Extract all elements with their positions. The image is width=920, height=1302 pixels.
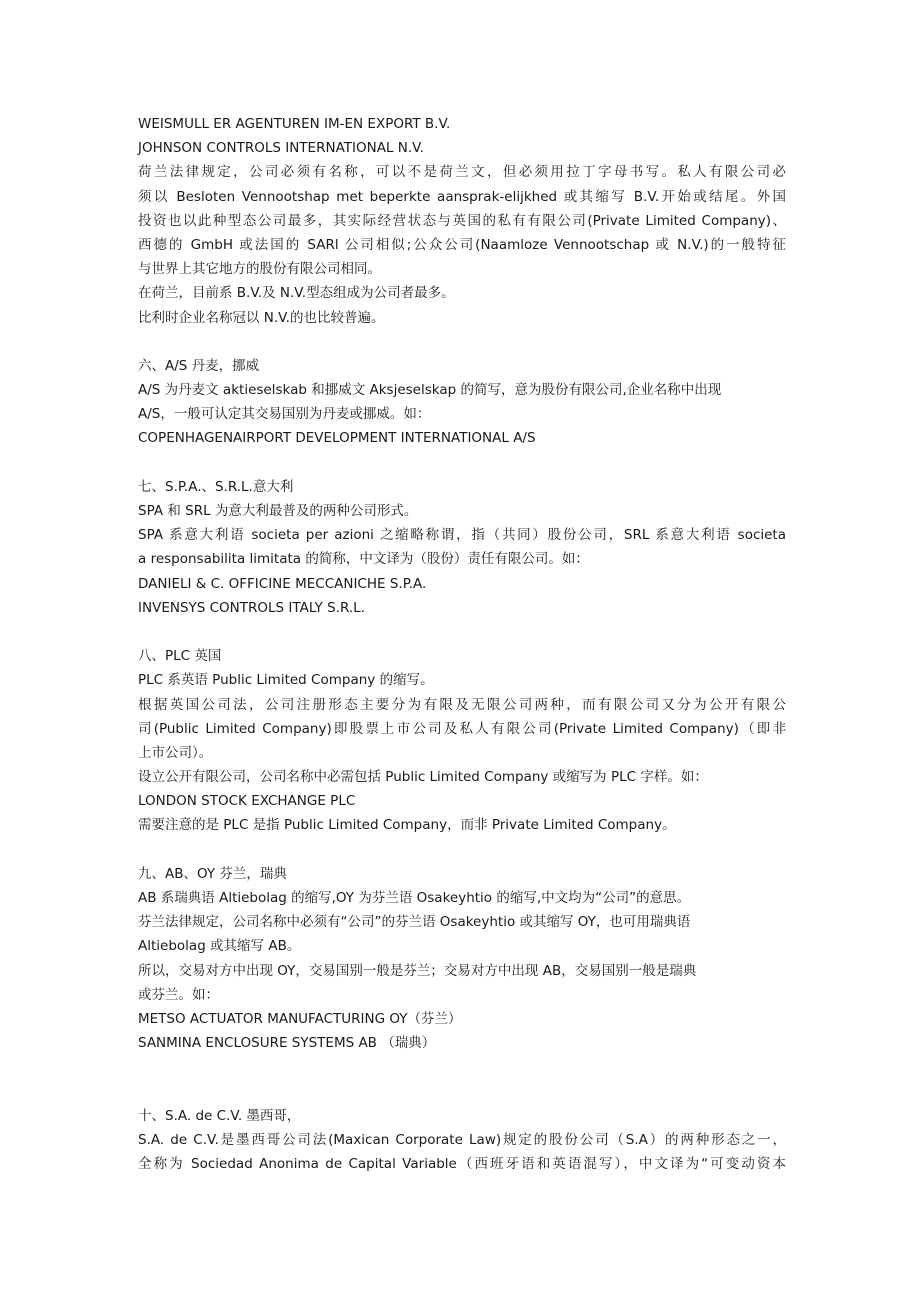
section-8-plc	[138, 644, 786, 838]
text-line: 所以，交易对方中出现 OY，交易国别一般是芬兰；交易对方中出现 AB，交易国别一般是瑞典	[138, 962, 697, 979]
text-line: 或芬兰。如：	[138, 986, 219, 1003]
document-page	[138, 112, 786, 1176]
paragraph-spacer	[138, 1055, 786, 1103]
section-heading: 六、A/S 丹麦，挪威	[138, 357, 260, 374]
paragraph-spacer	[138, 838, 786, 862]
section-heading: 八、PLC 英国	[138, 648, 222, 665]
text-line: JOHNSON CONTROLS INTERNATIONAL N.V.	[138, 140, 424, 157]
text-line: COPENHAGENAIRPORT DEVELOPMENT INTERNATIONAL A/S	[138, 430, 536, 447]
text-line: 在荷兰，目前系 B.V.及 N.V.型态组成为公司者最多。	[138, 285, 455, 302]
text-line: SANMINA ENCLOSURE SYSTEMS AB （瑞典）	[138, 1035, 436, 1052]
text-line: 司(Public Limited Company)即股票上市公司及私人有限公司(Private Limited Company)（即非	[138, 720, 786, 737]
text-line: 需要注意的是 PLC 是指 Public Limited Company，而非 Private Limited Company。	[138, 817, 676, 834]
text-line: 投资也以此种型态公司最多，其实际经营状态与英国的私有有限公司(Private Limited Company)、	[138, 212, 786, 229]
text-line: 全称为 Sociedad Anonima de Capital Variable（西班牙语和英语混写），中文译为“可变动资本	[138, 1156, 786, 1173]
text-line: A/S 为丹麦文 aktieselskab 和挪威文 Aksjeselskap 的简写，意为股份有限公司,企业名称中出现	[138, 382, 722, 399]
paragraph-spacer	[138, 330, 786, 354]
text-line: INVENSYS CONTROLS ITALY S.R.L.	[138, 599, 365, 616]
text-line: 上市公司）。	[138, 744, 213, 761]
section-9-ab-oy	[138, 862, 786, 1056]
text-line: LONDON STOCK EXCHANGE PLC	[138, 793, 356, 810]
paragraph-spacer	[138, 451, 786, 475]
text-line: a responsabilita limitata 的简称，中文译为（股份）责任有限公司。如：	[138, 551, 589, 568]
text-line: S.A. de C.V.是墨西哥公司法(Maxican Corporate Law)规定的股份公司（S.A）的两种形态之一，	[138, 1131, 786, 1148]
text-line: 与世界上其它地方的股份有限公司相同。	[138, 261, 381, 278]
section-heading: 七、S.P.A.、S.R.L.意大利	[138, 478, 294, 495]
section-heading: 十、S.A. de C.V. 墨西哥，	[138, 1107, 301, 1124]
text-line: DANIELI & C. OFFICINE MECCANICHE S.P.A.	[138, 575, 427, 592]
text-line: A/S，一般可认定其交易国别为丹麦或挪威。如：	[138, 406, 431, 423]
text-line: WEISMULL ER AGENTUREN IM-EN EXPORT B.V.	[138, 116, 451, 132]
text-line: 荷兰法律规定，公司必须有名称，可以不是荷兰文，但必须用拉丁字母书写。私人有限公司必	[138, 164, 786, 181]
text-line: METSO ACTUATOR MANUFACTURING OY（芬兰）	[138, 1010, 462, 1027]
text-line: SPA 系意大利语 societa per azioni 之缩略称谓，指（共同）股份公司，SRL 系意大利语 societa	[138, 527, 786, 544]
text-line: 西德的 GmbH 或法国的 SARl 公司相似;公众公司(Naamloze Vennootschap 或 N.V.)的一般特征	[138, 236, 786, 253]
text-line: PLC 系英语 Public Limited Company 的缩写。	[138, 672, 434, 689]
text-line: SPA 和 SRL 为意大利最普及的两种公司形式。	[138, 503, 418, 519]
paragraph-spacer	[138, 620, 786, 644]
section-7-spa-srl	[138, 475, 786, 620]
text-line: 根据英国公司法，公司注册形态主要分为有限及无限公司两种，而有限公司又分为公开有限公	[138, 696, 786, 713]
text-line: 设立公开有限公司，公司名称中必需包括 Public Limited Company 或缩写为 PLC 字样。如：	[138, 769, 708, 786]
section-10-sa-de-cv	[138, 1104, 786, 1177]
text-line: AB 系瑞典语 Altiebolag 的缩写,OY 为芬兰语 Osakeyhtio 的缩写,中文均为“公司”的意思。	[138, 890, 691, 906]
text-line: 芬兰法律规定，公司名称中必须有“公司”的芬兰语 Osakeyhtio 或其缩写 OY，也可用瑞典语	[138, 914, 691, 931]
text-line: 须以 Besloten Vennootshap met beperkte aansprak-elijkhed 或其缩写 B.V.开始或结尾。外国	[138, 188, 786, 205]
section-netherlands	[138, 112, 786, 330]
section-heading: 九、AB、OY 芬兰，瑞典	[138, 865, 287, 882]
text-line: Altiebolag 或其缩写 AB。	[138, 938, 301, 955]
section-6-as	[138, 354, 786, 451]
text-line: 比利时企业名称冠以 N.V.的也比较普遍。	[138, 309, 385, 326]
